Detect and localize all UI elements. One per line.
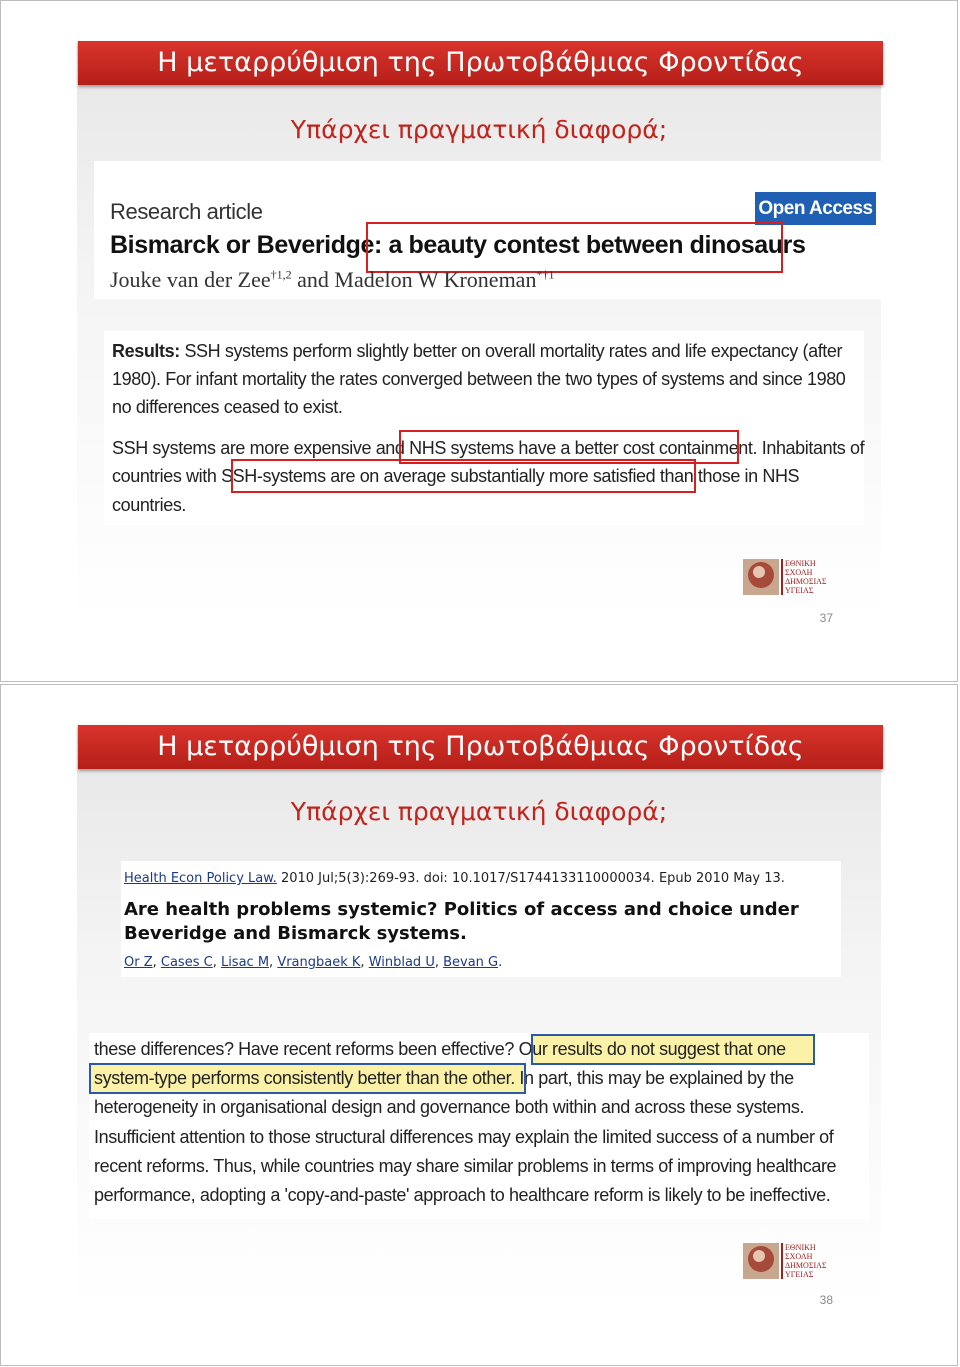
slide-title: Η μεταρρύθμιση της Πρωτοβάθμιας Φροντίδας: [78, 725, 883, 769]
blue-highlight-box-1: [531, 1034, 815, 1065]
school-logo: [743, 557, 833, 597]
ssh-highlight-box: [231, 459, 696, 493]
author-link[interactable]: Winblad U: [368, 955, 435, 970]
citation-panel: [121, 861, 841, 977]
blue-highlight-box-2: [89, 1063, 526, 1094]
author-link[interactable]: Or Z: [124, 955, 153, 970]
school-logo-text: ΕΘΝΙΚΗ ΣΧΟΛΗ ΔΗΜΟΣΙΑΣ ΥΓΕΙΑΣ: [785, 1243, 827, 1279]
citation-title-line2: Beveridge and Bismarck systems.: [124, 923, 467, 944]
citation-title-line1: Are health problems systemic? Politics of access and choice under: [124, 899, 799, 920]
article-authors: Jouke van der Zee$^{\dagger 1,2}$ and Madelon W Kroneman$^{*\dagger 1}$: [110, 267, 555, 292]
author-link[interactable]: Vrangbaek K: [277, 955, 361, 970]
slide-38: [0, 684, 958, 1366]
school-logo: [743, 1241, 833, 1281]
article-header-panel: [94, 161, 882, 299]
author-link[interactable]: Cases C: [160, 955, 213, 970]
results-panel: Results: SSH systems perform slightly better on overall mortality rates and life expectancy (after 1980). For infant mortality the rates converged between the two types of systems and since 1980 no differences ceased to exist. SSH systems are more expensive and NHS systems have a better cost containment. Inhabitants of countries with SSH-systems are on average substantially more satisfied than those in NHS countries.: [104, 331, 864, 525]
slide-subtitle: Υπάρχει πραγματική διαφορά;: [290, 115, 668, 144]
conclusion-highlight-b: system-type performs consistently better than the other.: [94, 1068, 515, 1088]
slide-subtitle: Υπάρχει πραγματική διαφορά;: [290, 797, 668, 826]
open-access-badge: Open Access: [755, 192, 876, 225]
page-number: 38: [819, 1293, 833, 1307]
citation-authors: Or Z, Cases C, Lisac M, Vrangbaek K, Winblad U, Bevan G.: [124, 955, 503, 970]
page-number: 37: [819, 611, 833, 625]
title-highlight-box: [366, 222, 783, 273]
abstract-panel: these differences? Have recent reforms been effective? Our results do not suggest that one system-type performs consistently better than the other. In part, this may be explained by the heterogeneity in organisational design and governance both within and across these systems. Insufficient attention to those structural differences may explain the limited success of a number of recent reforms. Thus, while countries may share similar problems in terms of improving healthcare performance, adopting a 'copy-and-paste' approach to healthcare reform is likely to be ineffective.: [89, 1033, 869, 1219]
journal-link[interactable]: Health Econ Policy Law.: [124, 871, 277, 886]
article-type-label: Research article: [110, 199, 263, 224]
article-title-highlight: a beauty contest between dinosaurs: [388, 231, 806, 259]
slide-37: [0, 0, 958, 682]
results-label: Results:: [112, 341, 180, 361]
article-title-prefix: Bismarck or Beveridge:: [110, 231, 382, 259]
conclusion-highlight-a: Our results do not suggest that one: [518, 1039, 786, 1059]
slide-title: Η μεταρρύθμιση της Πρωτοβάθμιας Φροντίδας: [78, 41, 883, 85]
nhs-highlight-text: NHS systems have a better cost containment.: [409, 438, 758, 458]
ssh-highlight-text: SSH-systems are on average substantially more satisfied: [221, 466, 656, 486]
school-logo-text: ΕΘΝΙΚΗ ΣΧΟΛΗ ΔΗΜΟΣΙΑΣ ΥΓΕΙΑΣ: [785, 559, 827, 595]
author-link[interactable]: Lisac M: [220, 955, 270, 970]
citation-line: Health Econ Policy Law. 2010 Jul;5(3):269-93. doi: 10.1017/S1744133110000034. Epub 2010 May 13.: [124, 871, 785, 886]
author-link[interactable]: Bevan G: [443, 955, 499, 970]
